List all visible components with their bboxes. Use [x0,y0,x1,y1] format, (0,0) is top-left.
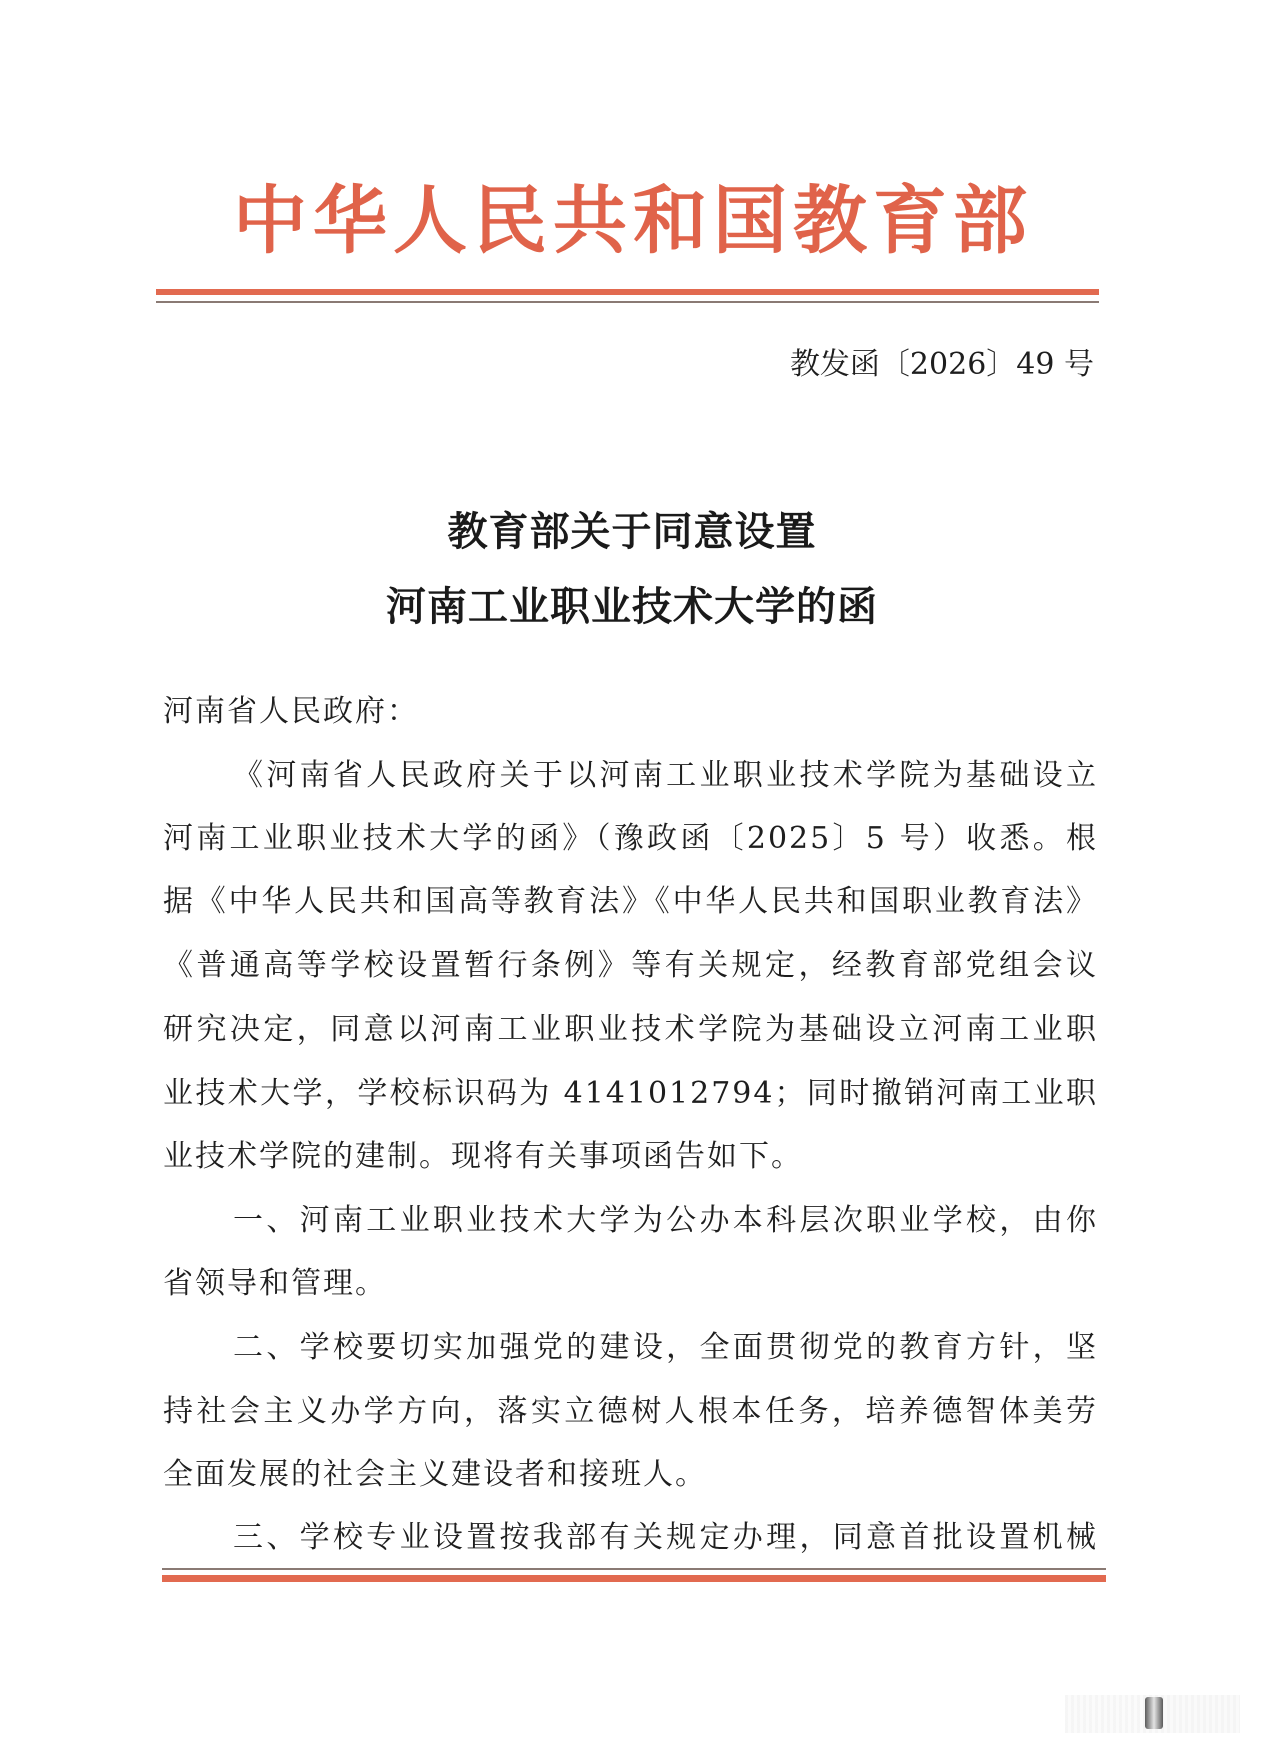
masthead-char: 人 [393,178,467,264]
masthead-char: 和 [633,178,707,264]
document-title-line-1: 教育部关于同意设置 [447,509,817,555]
watermark-mark-icon [1145,1697,1163,1729]
body-line: 一、河南工业职业技术大学为公办本科层次职业学校，由你 [233,1203,1098,1238]
footer-red-rule [162,1575,1106,1582]
body-line: 《普通高等学校设置暂行条例》等有关规定，经教育部党组会议 [163,948,1098,983]
body-line: 业技术学院的建制。现将有关事项函告如下。 [163,1139,803,1174]
masthead-char: 国 [713,178,787,264]
body-line: 《河南省人民政府关于以河南工业职业技术学院为基础设立 [233,758,1098,793]
masthead-char: 部 [953,178,1027,264]
footer-thin-rule [162,1568,1106,1570]
header-thin-rule [156,301,1099,303]
body-line: 河南工业职业技术大学的函》（豫政函〔2025〕5 号）收悉。根 [163,821,1098,856]
masthead-char: 中 [233,178,307,264]
body-line: 省领导和管理。 [163,1266,387,1301]
body-line: 全面发展的社会主义建设者和接班人。 [163,1457,707,1492]
body-line: 研究决定，同意以河南工业职业技术学院为基础设立河南工业职 [163,1012,1098,1047]
salutation: 河南省人民政府： [163,694,419,729]
masthead-char: 育 [873,178,947,264]
body-line: 三、学校专业设置按我部有关规定办理，同意首批设置机械 [233,1520,1098,1555]
body-line: 持社会主义办学方向，落实立德树人根本任务，培养德智体美劳 [163,1394,1098,1429]
watermark [1065,1695,1240,1733]
body-line: 业技术大学，学校标识码为 4141012794；同时撤销河南工业职 [163,1076,1098,1111]
masthead-char: 民 [473,178,547,264]
document-number: 教发函〔2026〕49 号 [789,347,1094,382]
body-line: 二、学校要切实加强党的建设，全面贯彻党的教育方针，坚 [233,1330,1098,1365]
masthead-char: 华 [313,178,387,264]
header-red-rule [156,289,1099,295]
letterhead-masthead [230,176,1030,266]
masthead-char: 教 [793,178,867,264]
document-title-line-2: 河南工业职业技术大学的函 [386,584,878,630]
masthead-char: 共 [553,178,627,264]
body-line: 据《中华人民共和国高等教育法》《中华人民共和国职业教育法》 [163,884,1098,919]
